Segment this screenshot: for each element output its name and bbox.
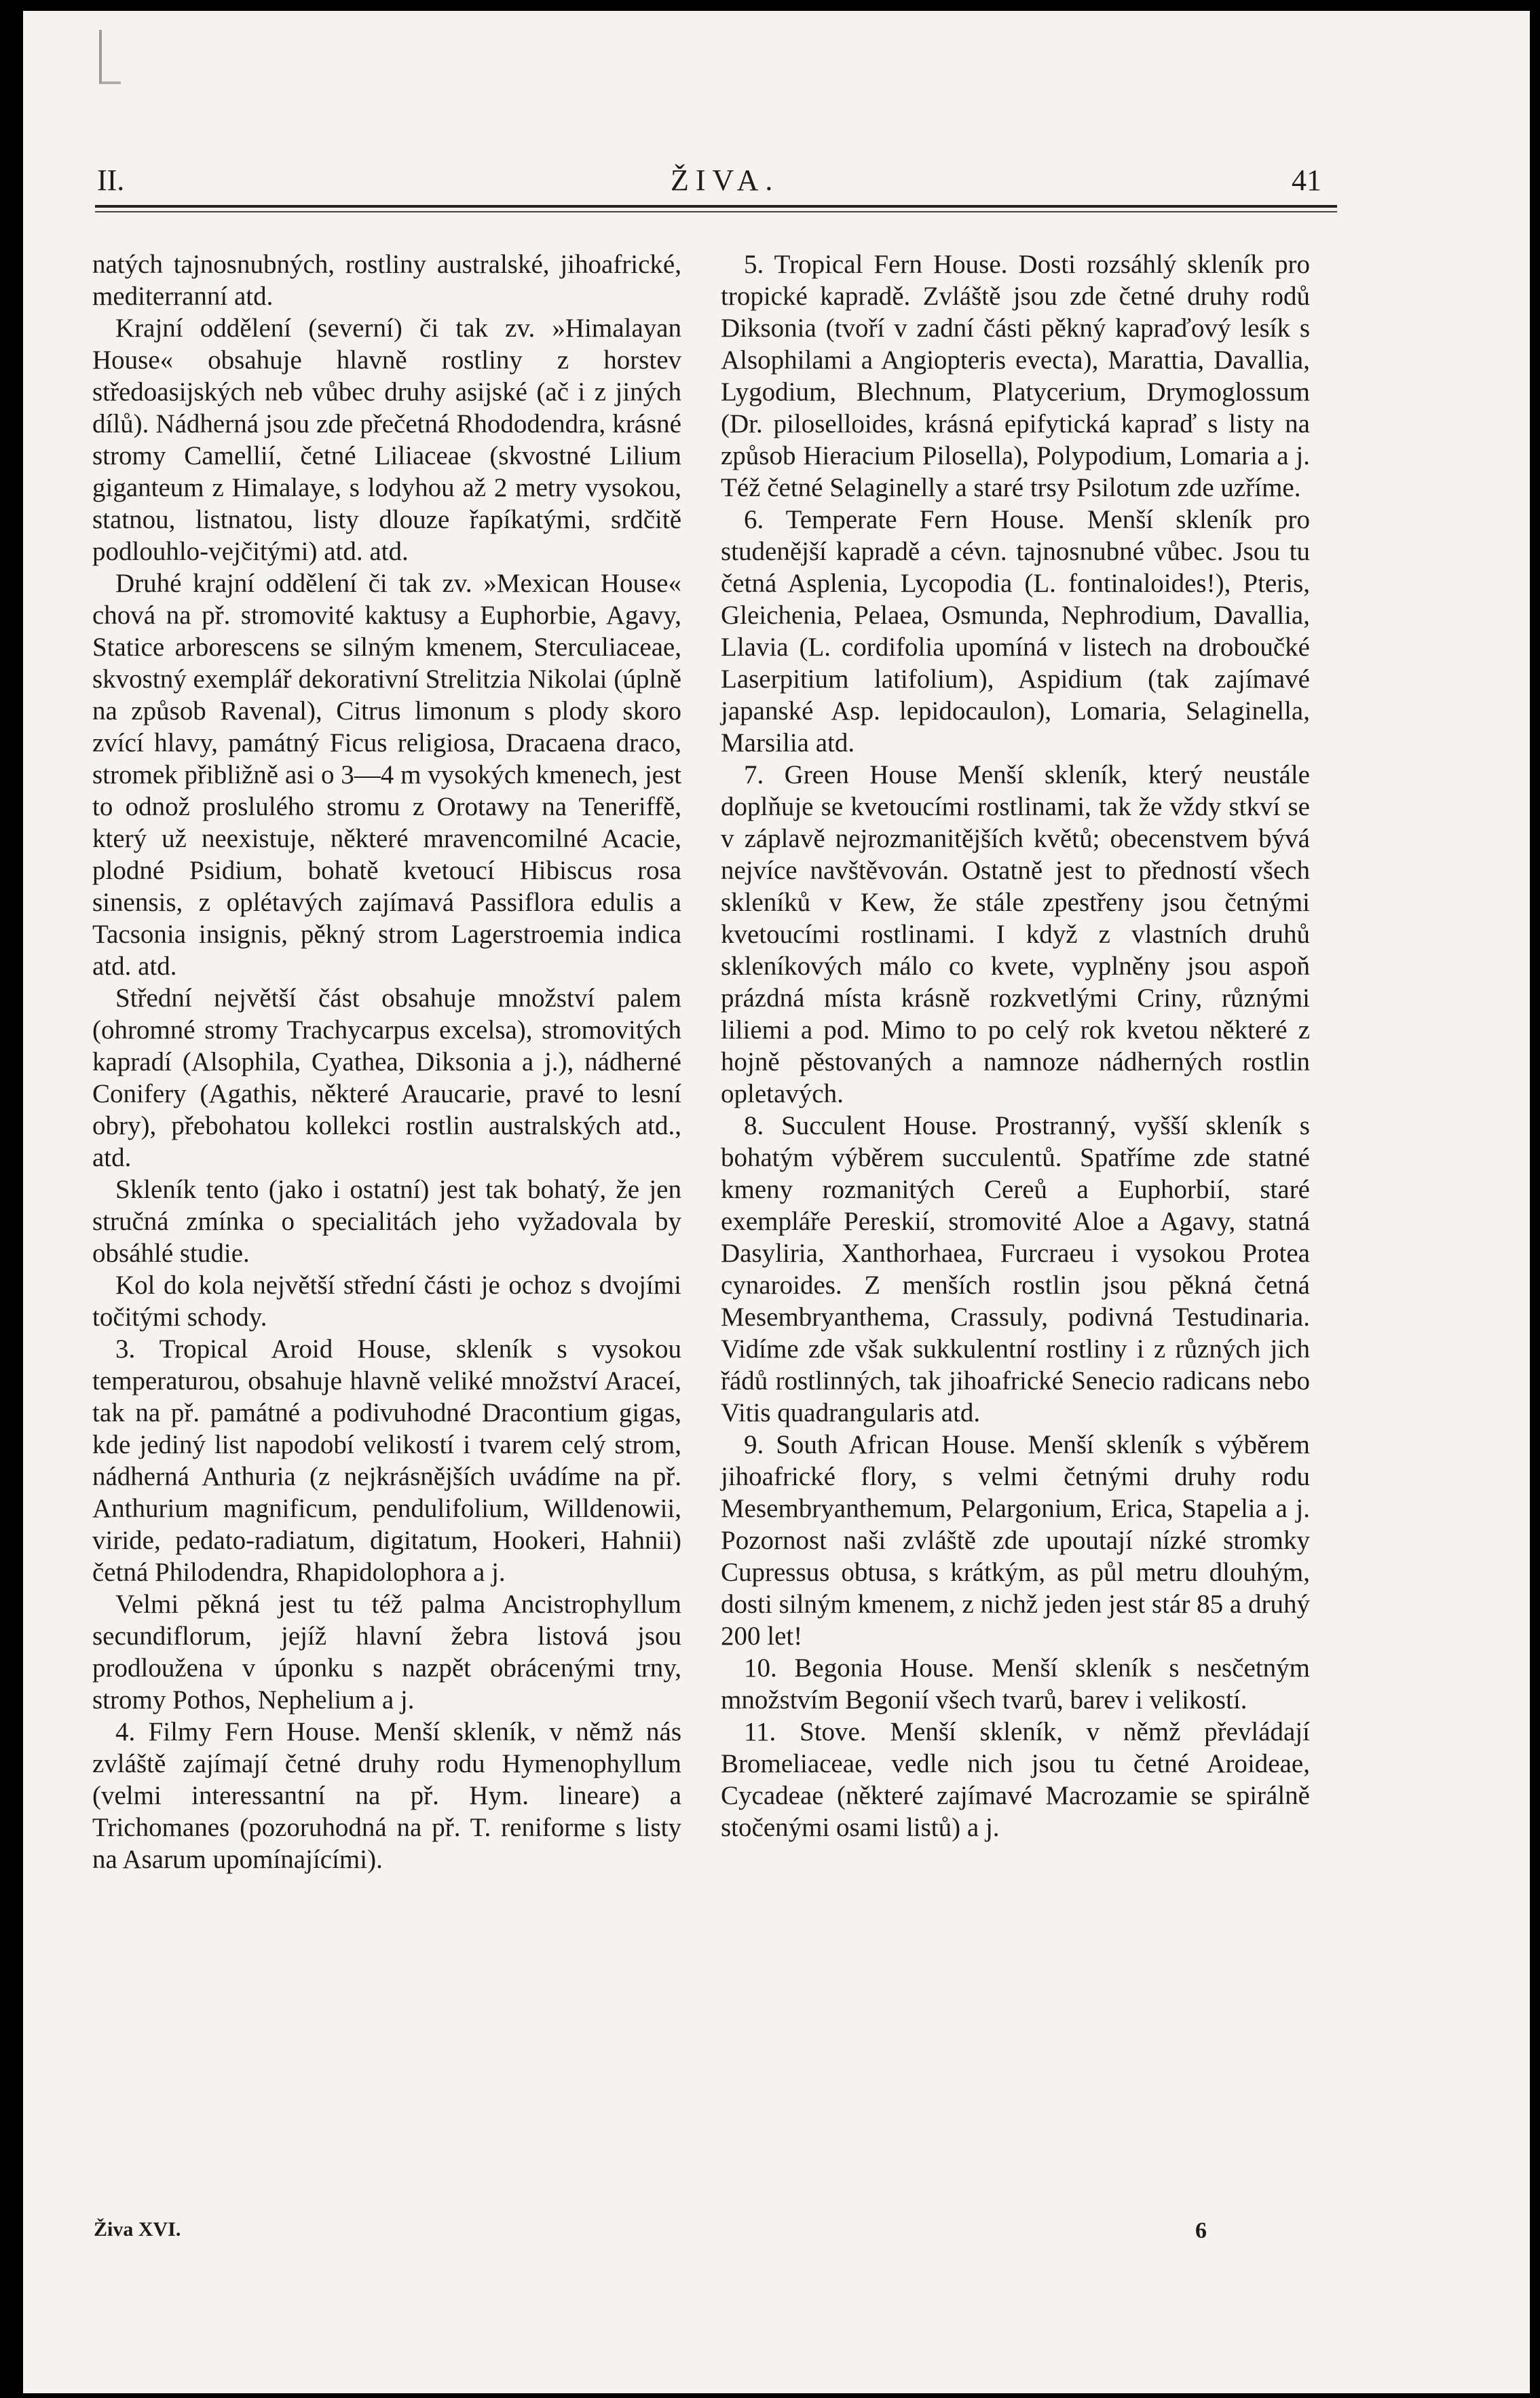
paragraph: Druhé krajní oddělení či tak zv. »Mexican House« chová na př. stromovité kaktusy a Euphorbie, Agavy, Statice arborescens se silným kmenem, Sterculiaceae, skvostný exemplář dekorativní Strelitzia Nikolai (úplně na způsob Ravenal), Citrus limonum s plody skoro zvící hlavy, památný Ficus religiosa, Dracaena draco, stromek přibližně asi o 3—4 m vysokých kmenech, jest to odnož proslulého stromu z Orotawy na Teneriffě, který už neexistuje, některé mravencomilné Acacie, plodné Psidium, bohatě kvetoucí Hibiscus rosa sinensis, z oplétavých zajímavá Passiflora edulis a Tacsonia insignis, pěkný strom Lagerstroemia indica atd. atd. bbox=[92, 569, 681, 981]
header-rule-thick bbox=[95, 205, 1337, 208]
right-column bbox=[721, 248, 1310, 1843]
header-rule-thin bbox=[95, 211, 1337, 212]
paragraph: Krajní oddělení (severní) či tak zv. »Himalayan House« obsahuje hlavně rostliny z horstev středoasijských neb vůbec druhy asijské (ač i z jiných dílů). Nádherná jsou zde přečetná Rhododendra, krásné stromy Camellií, četné Liliaceae (skvostné Lilium giganteum z Himalaye, s lodyhou až 2 metry vysokou, statnou, listnatou, listy dlouze řapíkatými, srdčitě podlouhlo-vejčitými) atd. atd. bbox=[92, 314, 681, 566]
paragraph: 9. South African House. Menší skleník s výběrem jihoafrické flory, s velmi četnými druhy rodu Mesembryanthemum, Pelargonium, Erica, Stapelia a j. Pozornost naši zvláště zde upoutají nízké stromky Cupressus obtusa, s krátkým, as půl metru dlouhým, dosti silným kmenem, z nichž jeden jest stár 85 a druhý 200 let! bbox=[721, 1430, 1310, 1651]
paragraph: 7. Green House Menší skleník, který neustále doplňuje se kvetoucími rostlinami, tak že vždy stkví se v záplavě nejrozmanitějších květů; obecenstvem bývá nejvíce navštěvován. Ostatně jest to předností všech skleníků v Kew, že stále zpestřeny jsou četnými kvetoucími rostlinami. I když z vlastních druhů skleníkových málo co kvete, vyplněny jsou aspoň prázdná místa krásně rozkvetlými Criny, různými liliemi a pod. Mimo to po celý rok kvetou některé z hojně pěstovaných a namnoze nádherných rostlin opletavých. bbox=[721, 760, 1310, 1108]
scan-edge-mark bbox=[99, 30, 121, 84]
journal-title: ŽIVA. bbox=[671, 164, 780, 197]
volume-label: II. bbox=[97, 164, 125, 197]
paragraph: Střední největší část obsahuje množství palem (ohromné stromy Trachycarpus excelsa), stromovitých kapradí (Alsophila, Cyathea, Diksonia a j.), nádherné Conifery (Agathis, některé Araucarie, pravé to lesní obry), přebohatou kollekci rostlin australských atd., atd. bbox=[92, 983, 681, 1172]
paragraph: natých tajnosnubných, rostliny australské, jihoafrické, mediterranní atd. bbox=[92, 250, 681, 311]
paragraph: 6. Temperate Fern House. Menší skleník pro studenější kapradě a cévn. tajnosnubné vůbec. Jsou tu četná Asplenia, Lycopodia (L. fontinaloides!), Pteris, Gleichenia, Pelaea, Osmunda, Nephrodium, Davallia, Llavia (L. cordifolia upomíná v listech na droboučké Laserpitium latifolium), Aspidium (tak zajímavé japanské Asp. lepidocaulon), Lomaria, Selaginella, Marsilia atd. bbox=[721, 505, 1310, 757]
page-footer bbox=[94, 2218, 1207, 2245]
paragraph: Skleník tento (jako i ostatní) jest tak bohatý, že jen stručná zmínka o specialitách jeho vyžadovala by obsáhlé studie. bbox=[92, 1175, 681, 1268]
paragraph: Velmi pěkná jest tu též palma Ancistrophyllum secundiflorum, jejíž hlavní žebra listová jsou prodloužena v úponku s nazpět obrácenými trny, stromy Pothos, Nephelium a j. bbox=[92, 1590, 681, 1715]
paragraph: 10. Begonia House. Menší skleník s nesčetným množstvím Begonií všech tvarů, barev i velikostí. bbox=[721, 1653, 1310, 1715]
paragraph: 3. Tropical Aroid House, skleník s vysokou temperaturou, obsahuje hlavně veliké množství Araceí, tak na př. památné a podivuhodné Dracontium gigas, kde jediný list napodobí velikostí i tvarem celý strom, nádherná Anthuria (z nejkrásnějších uvádíme na př. Anthurium magnificum, pendulifolium, Willdenowii, viride, pedato-radiatum, digitatum, Hookeri, Hahnii) četná Philodendra, Rhapidolophora a j. bbox=[92, 1334, 681, 1587]
paragraph: 11. Stove. Menší skleník, v němž převládají Bromeliaceae, vedle nich jsou tu četné Aroideae, Cycadeae (některé zajímavé Macrozamie se spirálně stočenými osami listů) a j. bbox=[721, 1717, 1310, 1842]
paragraph: Kol do kola největší střední části je ochoz s dvojími točitými schody. bbox=[92, 1271, 681, 1332]
paragraph: 8. Succulent House. Prostranný, vyšší skleník s bohatým výběrem succulentů. Spatříme zde statné kmeny rozmanitých Cereů a Euphorbií, staré exempláře Pereskií, stromovité Aloe a Agavy, statná Dasyliria, Xanthorhaea, Furcraeu i vysokou Protea cynaroides. Z menších rostlin jsou pěkná četná Mesembryanthema, Crassuly, podivná Testudinaria. Vidíme zde však sukkulentní rostliny i z různých jich řádů rostlinných, tak jihoafrické Senecio radicans nebo Vitis quadrangularis atd. bbox=[721, 1111, 1310, 1427]
footer-signature: Živa XVI. bbox=[94, 2218, 181, 2241]
page-number: 41 bbox=[1292, 164, 1321, 197]
paragraph: 5. Tropical Fern House. Dosti rozsáhlý skleník pro tropické kapradě. Zvláště jsou zde četné druhy rodů Diksonia (tvoří v zadní části pěkný kapraďový lesík s Alsophilami a Angiopteris evecta), Marattia, Davallia, Lygodium, Blechnum, Platycerium, Drymoglossum (Dr. piloselloides, krásná epifytická kapraď s listy na způsob Hieracium Pilosella), Polypodium, Lomaria a j. Též četné Selaginelly a staré trsy Psilotum zde uzříme. bbox=[721, 250, 1310, 502]
sheet-number: 6 bbox=[1195, 2218, 1207, 2243]
running-header bbox=[97, 163, 1334, 204]
left-column bbox=[92, 248, 681, 1875]
paragraph: 4. Filmy Fern House. Menší skleník, v němž nás zvláště zajímají četné druhy rodu Hymenophyllum (velmi interessantní na př. Hym. lineare) a Trichomanes (pozoruhodná na př. T. reniforme s listy na Asarum upomínajícími). bbox=[92, 1717, 681, 1874]
